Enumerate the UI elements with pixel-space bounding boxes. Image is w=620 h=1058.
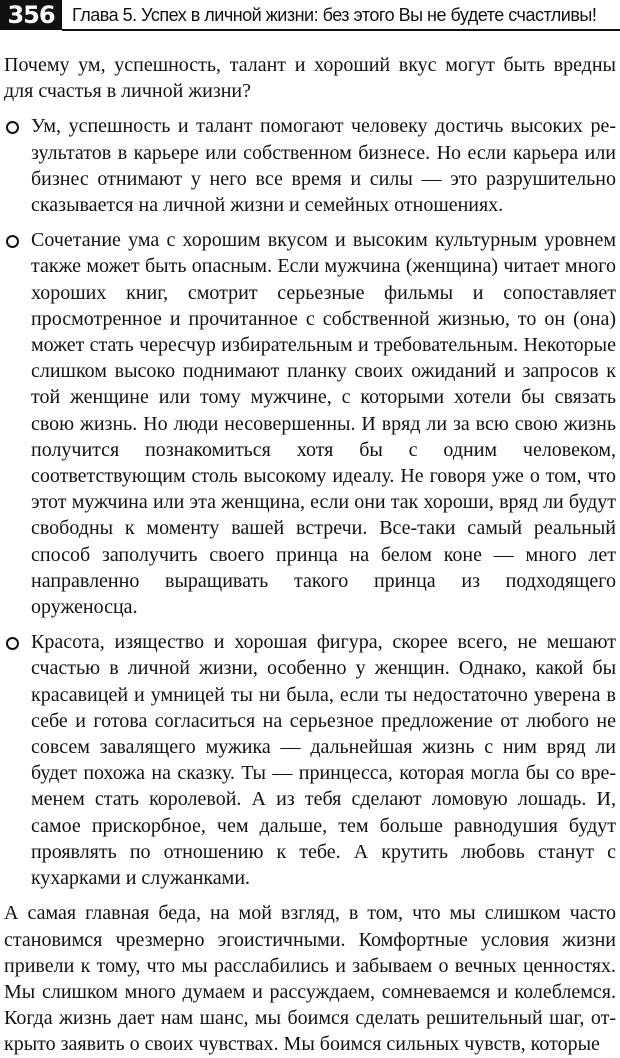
chapter-title: Глава 5. Успех в личной жизни: без этого Вы не будете счастливы! <box>72 5 597 25</box>
closing-paragraph: А самая главная беда, на мой взгляд, в том, что мы слишком часто становимся чрезмерно эгоистичными. Комфортные условия жизни привели к тому, что мы расслабились и забываем о вечных ценностях. Мы слишком много думаем и рассуждаем, сомневаемся и колеблемся. Когда жизнь дает нам шанс, мы боимся сделать решительный шаг, открыто заявить о своих чувствах. Мы боимся сильных чувств, которые <box>4 902 616 1056</box>
page-header <box>0 0 620 34</box>
circle-bullet-icon <box>6 121 19 134</box>
bullet-item <box>4 113 616 218</box>
bullet-text: Сочетание ума с хорошим вкусом и высоким культурным уровнем также может быть опасным. Если мужчина (женщина) читает много хороших книг, смотрит серьезные фильмы и сопоставляет просмотренное и прочитанное с собственной жизнью, то он (она) может стать чересчур избирательным и требовательным. Некоторые слишком высоко поднимают планку своих ожиданий и запросов к той женщине или тому мужчине, с которыми хотели бы связать свою жизнь. Но люди несовершенны. И вряд ли за всю свою жизнь получится познакомиться хотя бы с одним человеком, соответствующим столь высокому идеалу. Не говоря уже о том, что этот мужчина или эта женщина, если они так хороши, вряд ли будут свободны к моменту вашей встречи. Все-таки самый реальный способ заполучить своего принца на белом коне — много лет направленно выращивать такого принца из подходящего оруженосца. <box>31 229 616 619</box>
bullet-text: Ум, успешность и талант помогают человеку достичь высоких результатов в карьере или собственном бизнесе. Но если карьера или бизнес отнимают у него все время и силы — это разрушительно сказывается на личной жизни и семейных отношениях. <box>31 115 616 217</box>
intro-paragraph: Почему ум, успешность, талант и хороший вкус могут быть вредны для счастья в личной жизни? <box>4 54 616 103</box>
bullet-text: Красота, изящество и хорошая фигура, скорее всего, не мешают счастью в личной жизни, особенно у женщин. Однако, какой бы красавицей и умницей ты ни была, если ты недостаточно уверена в себе и готова согласиться на серьезное предложение от любого не совсем завалящего мужика — дальнейшая жизнь с ним вряд ли будет похожа на сказку. Ты — принцесса, которая могла бы со временем стать королевой. А из тебя сделают ломовую лошадь. И, самое прискорбное, чем дальше, тем больше равнодушия будут проявлять по отношению к тебе. А крутить любовь станут с кухарками и служанками. <box>31 631 616 890</box>
bullet-list <box>4 113 616 891</box>
bullet-item <box>4 227 616 620</box>
page-number: 356 <box>0 0 62 30</box>
circle-bullet-icon <box>6 637 19 650</box>
header-rule <box>62 29 620 31</box>
bullet-item <box>4 629 616 891</box>
page-body <box>4 52 616 1058</box>
circle-bullet-icon <box>6 235 19 248</box>
